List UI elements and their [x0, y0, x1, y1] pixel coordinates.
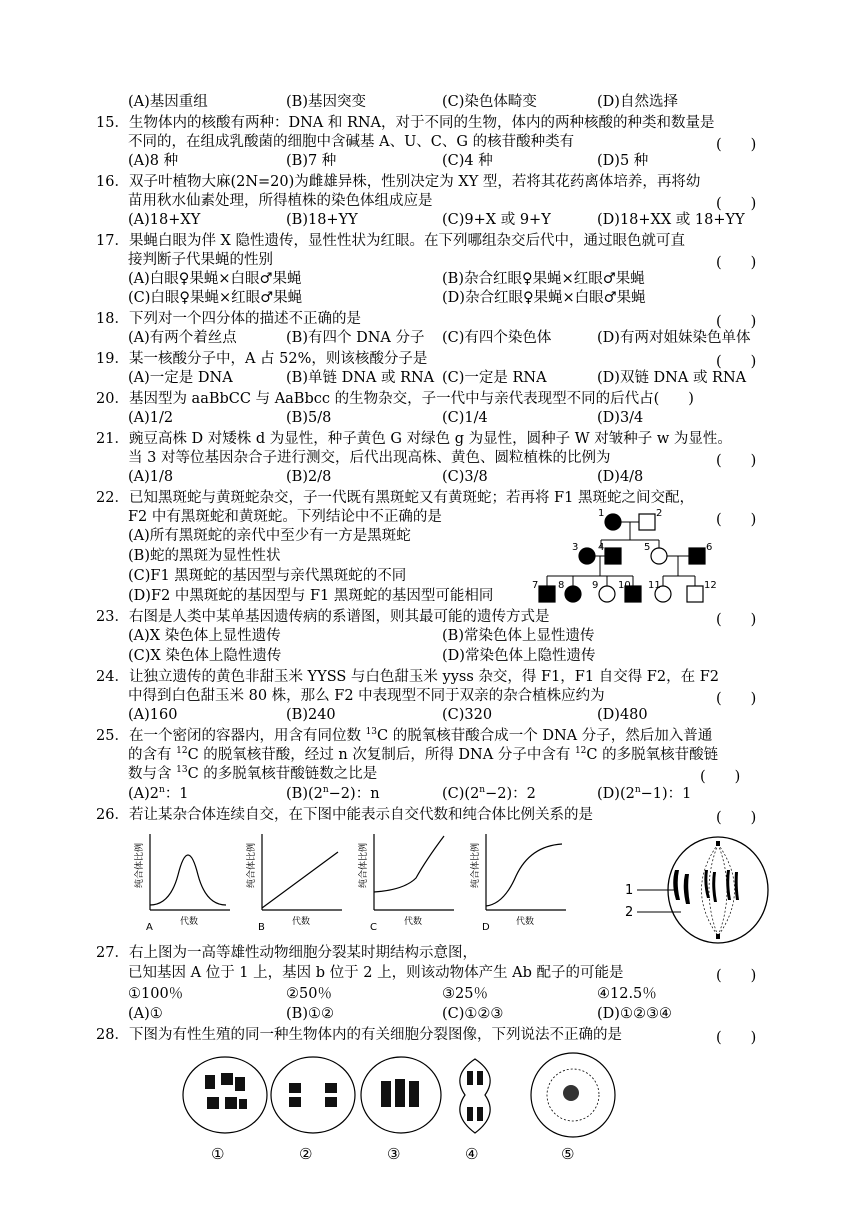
question-line [128, 251, 273, 270]
answer-paren: ( ) [716, 354, 757, 370]
option: (B)有四个 DNA 分子 [286, 330, 425, 346]
pedigree-individual-3 [579, 548, 595, 564]
graph-A [133, 834, 230, 933]
cell-label-5: ⑤ [561, 1145, 575, 1163]
line-text: 24．让独立遗传的黄色非甜玉米 YYSS 与白色甜玉米 yyss 杂交，得 F1，F1 自交得 F2，在 F2 [96, 669, 719, 685]
option: (C)3/8 [442, 469, 488, 485]
graph-letter: A [146, 922, 153, 933]
graph-letter: B [258, 922, 265, 933]
q27-choice-2: ②50％ [286, 986, 332, 1002]
pedigree-individual-6 [689, 548, 705, 564]
option: (A)1/2 [128, 410, 174, 426]
graph-ylabel: 纯合体比例 [135, 842, 145, 888]
line-text: 16．双子叶植物大麻(2N=20)为雌雄异株，性别决定为 XY 型，若将其花药离体培养，再将幼 [96, 174, 701, 190]
question-line [128, 527, 411, 546]
pedigree-label-5: 5 [644, 542, 651, 553]
pedigree-label-12: 12 [704, 580, 717, 591]
question-line [0, 409, 860, 428]
label-1: 1 [625, 883, 634, 898]
graph-letter: C [370, 922, 377, 933]
question-line [128, 133, 574, 152]
pedigree-label-10: 10 [618, 580, 631, 591]
option: (A)1/8 [128, 469, 174, 485]
q27-line2: 已知基因 A 位于 1 上，基因 b 位于 2 上，则该动物体产生 Ab 配子的可能是 [128, 965, 624, 981]
pedigree-label-11: 11 [648, 580, 661, 591]
q27-answers [0, 1005, 860, 1024]
pedigree-individual-4 [605, 548, 621, 564]
q25-options [0, 785, 860, 804]
line-text: (D)F2 中黑斑蛇的基因型与 F1 黑斑蛇的基因型可能相同 [128, 588, 494, 604]
q27-answer-c: (C)①②③ [442, 1006, 504, 1022]
option: (D)4/8 [597, 469, 644, 485]
option: (B)18+YY [286, 212, 358, 228]
q27-choice-1: ①100％ [128, 986, 184, 1002]
pedigree-individual-5 [651, 548, 667, 564]
graph-xlabel: 代数 [516, 917, 535, 927]
option: (D)自然选择 [597, 94, 678, 110]
option: (B)7 种 [286, 153, 337, 169]
option: (C)一定是 RNA [442, 370, 547, 386]
q25-line2: 的含有 $^{12}$C 的脱氧核苷酸，经过 n 次复制后，所得 DNA 分子中含有 $^{12}$C 的多脱氧核苷酸链 [128, 746, 719, 763]
question-line [96, 114, 715, 133]
graph-xlabel: 代数 [292, 917, 311, 927]
option: (B)单链 DNA 或 RNA [286, 370, 435, 386]
option: (A)8 种 [128, 153, 179, 169]
option: (C)白眼♀果蝇×红眼♂果蝇 [128, 290, 303, 306]
option: (C)320 [442, 707, 493, 723]
q27-choice-4: ④12.5％ [597, 986, 657, 1002]
pedigree-chart [532, 508, 735, 608]
pedigree-label-1: 1 [598, 508, 605, 519]
question-line [96, 608, 549, 627]
q25-paren: ( ) [700, 769, 741, 785]
question-line [96, 489, 694, 508]
line-text: 17．果蝇白眼为伴 X 隐性遗传，显性性状为红眼。在下列哪组杂交后代中，通过眼色就可直 [96, 233, 685, 249]
question-line [0, 468, 860, 487]
option: (C)4 种 [442, 153, 493, 169]
q27-cell-diagram [615, 832, 785, 950]
line-text: 接判断子代果蝇的性别 [128, 252, 273, 268]
question-line [0, 270, 860, 289]
option: (C)有四个染色体 [442, 330, 552, 346]
pedigree-individual-9 [599, 586, 615, 602]
q25-option-c: $(C)(2^n-2)$：2 [442, 785, 536, 802]
question-line [128, 567, 406, 586]
question-line [128, 449, 610, 468]
question-line [128, 508, 442, 527]
q27-paren: ( ) [716, 968, 757, 984]
graph-B [245, 834, 342, 933]
line-text: (A)所有黑斑蛇的亲代中至少有一方是黑斑蛇 [128, 528, 411, 544]
answer-paren: ( ) [716, 196, 757, 212]
option: (A)X 染色体上显性遗传 [128, 628, 281, 644]
pedigree-label-8: 8 [558, 580, 565, 591]
line-text: 15．生物体内的核酸有两种：DNA 和 RNA，对于不同的生物，体内的两种核酸的种类和数量是 [96, 115, 715, 131]
pedigree-label-2: 2 [656, 508, 663, 519]
option: (A)一定是 DNA [128, 370, 233, 386]
option: (D)480 [597, 707, 648, 723]
graph-xlabel: 代数 [180, 917, 199, 927]
q27-choices [0, 985, 860, 1004]
option: (D)有两对姐妹染色单体 [597, 330, 751, 346]
option: (B)杂合红眼♀果蝇×红眼♂果蝇 [442, 271, 645, 287]
pedigree-label-3: 3 [572, 542, 579, 553]
question-line [96, 173, 700, 192]
line-text: 21．豌豆高株 D 对矮株 d 为显性，种子黄色 G 对绿色 g 为显性，圆种子 W 对皱种子 w 为显性。 [96, 431, 732, 447]
option: (B)2/8 [286, 469, 332, 485]
option: (D)18+XX 或 18+YY [597, 212, 745, 228]
option: (C)9+X 或 9+Y [442, 212, 551, 228]
option: (A)有两个着丝点 [128, 330, 237, 346]
question-line [96, 390, 694, 409]
option: (D)双链 DNA 或 RNA [597, 370, 747, 386]
line-text: (B)蛇的黑斑为显性性状 [128, 548, 281, 564]
q26-graphs [120, 830, 550, 933]
q28-cells [175, 1045, 635, 1170]
pedigree-label-4: 4 [598, 542, 605, 553]
question-line [0, 289, 860, 308]
option: (A)白眼♀果蝇×白眼♂果蝇 [128, 271, 302, 287]
line-text: (C)F1 黑斑蛇的基因型与亲代黑斑蛇的不同 [128, 568, 407, 584]
question-line [0, 647, 860, 666]
pedigree-individual-8 [565, 586, 581, 602]
question-line [0, 706, 860, 725]
answer-paren: ( ) [716, 612, 757, 628]
q26-paren: ( ) [716, 810, 757, 826]
option: (B)5/8 [286, 410, 332, 426]
q28-paren: ( ) [716, 1030, 757, 1046]
answer-paren: ( ) [716, 137, 757, 153]
line-text: 当 3 对等位基因杂合子进行测交，后代出现高株、黄色、圆粒植株的比例为 [128, 450, 611, 466]
q25-line3: 数与含 $^{13}$C 的多脱氧核苷酸链数之比是 [128, 765, 378, 782]
option: (A)160 [128, 707, 178, 723]
pedigree-individual-1 [605, 514, 621, 530]
cell-label-3: ③ [387, 1145, 401, 1163]
option: (B)基因突变 [286, 94, 366, 110]
option: (C)1/4 [442, 410, 488, 426]
question-line [0, 211, 860, 230]
q27-answer-d: (D)①②③④ [597, 1006, 672, 1022]
line-text: 18．下列对一个四分体的描述不正确的是 [96, 311, 361, 327]
q27-answer-a: (A)① [128, 1006, 163, 1022]
question-line [96, 350, 427, 369]
question-line [0, 627, 860, 646]
q28-text: 28．下图为有性生殖的同一种生物体内的有关细胞分裂图像，下列说法不正确的是 [96, 1027, 622, 1043]
question-line [0, 329, 860, 348]
graph-D [469, 834, 566, 933]
graph-xlabel: 代数 [404, 917, 423, 927]
line-text: 不同的，在组成乳酸菌的细胞中含碱基 A、U、C、G 的核苷酸种类有 [128, 134, 575, 150]
question-line [128, 587, 493, 606]
q27-answer-b: (B)①② [286, 1006, 334, 1022]
q27-choice-3: ③25％ [442, 986, 488, 1002]
pedigree-label-6: 6 [706, 542, 713, 553]
graph-letter: D [482, 922, 490, 933]
option: (D)杂合红眼♀果蝇×白眼♂果蝇 [442, 290, 646, 306]
q27-line1: 27．右上图为一高等雄性动物细胞分裂某时期结构示意图， [96, 945, 477, 961]
line-text: 22．已知黑斑蛇与黄斑蛇杂交，子一代既有黑斑蛇又有黄斑蛇；若再将 F1 黑斑蛇之间交配， [96, 490, 694, 506]
option: (A)18+XY [128, 212, 201, 228]
line-text: 23．右图是人类中某单基因遗传病的系谱图，则其最可能的遗传方式是 [96, 609, 550, 625]
graph-C [357, 834, 454, 933]
question-line [0, 93, 860, 112]
option: (D)常染色体上隐性遗传 [442, 648, 596, 664]
q25-option-a: (A)2$^n$：1 [128, 785, 189, 802]
question-line [0, 152, 860, 171]
line-text: F2 中有黑斑蛇和黄斑蛇。下列结论中不正确的是 [128, 509, 442, 525]
question-line [96, 668, 719, 687]
line-text: 19．某一核酸分子中，A 占 52%，则该核酸分子是 [96, 351, 428, 367]
line-text: 苗用秋水仙素处理，所得植株的染色体组成应是 [128, 193, 433, 209]
option: (D)3/4 [597, 410, 644, 426]
q25-line1: 25．在一个密闭的容器内，用含有同位数 $^{13}$C 的脱氧核苷酸合成一个 DNA 分子，然后加入普通 [96, 727, 713, 744]
cell-label-4: ④ [465, 1145, 479, 1163]
pedigree-label-7: 7 [532, 580, 539, 591]
label-2: 2 [625, 905, 634, 920]
line-text: 中得到白色甜玉米 80 株，那么 F2 中表现型不同于双亲的杂合植株应约为 [128, 688, 605, 704]
q26-text: 26．若让某杂合体连续自交，在下图中能表示自交代数和纯合体比例关系的是 [96, 807, 593, 823]
q25-option-b: $(B)(2^n-2)$：n [286, 785, 380, 802]
answer-paren: ( ) [716, 255, 757, 271]
pedigree-label-9: 9 [592, 580, 599, 591]
option: (B)常染色体上显性遗传 [442, 628, 595, 644]
cell-label-1: ① [211, 1145, 225, 1163]
answer-paren: ( ) [716, 453, 757, 469]
cell-label-2: ② [299, 1145, 313, 1163]
question-line [96, 430, 732, 449]
option: (C)染色体畸变 [442, 94, 537, 110]
option: (D)5 种 [597, 153, 649, 169]
question-line [96, 232, 685, 251]
answer-paren: ( ) [716, 314, 757, 330]
question-line [96, 310, 361, 329]
option: (A)基因重组 [128, 94, 208, 110]
question-line [128, 547, 280, 566]
option: (B)240 [286, 707, 336, 723]
pedigree-individual-12 [687, 586, 703, 602]
answer-paren: ( ) [716, 512, 757, 528]
question-line [128, 192, 433, 211]
pedigree-individual-7 [539, 586, 555, 602]
answer-paren: ( ) [716, 691, 757, 707]
q25-option-d: $(D)(2^n-1)$：1 [597, 785, 692, 802]
question-line [0, 369, 860, 388]
graph-ylabel: 纯合体比例 [247, 842, 257, 888]
pedigree-individual-2 [639, 514, 655, 530]
graph-ylabel: 纯合体比例 [471, 842, 481, 888]
graph-ylabel: 纯合体比例 [359, 842, 369, 888]
question-line [128, 687, 605, 706]
line-text: 20．基因型为 aaBbCC 与 AaBbcc 的生物杂交，子一代中与亲代表现型不同的后代占( ) [96, 391, 694, 407]
option: (C)X 染色体上隐性遗传 [128, 648, 282, 664]
